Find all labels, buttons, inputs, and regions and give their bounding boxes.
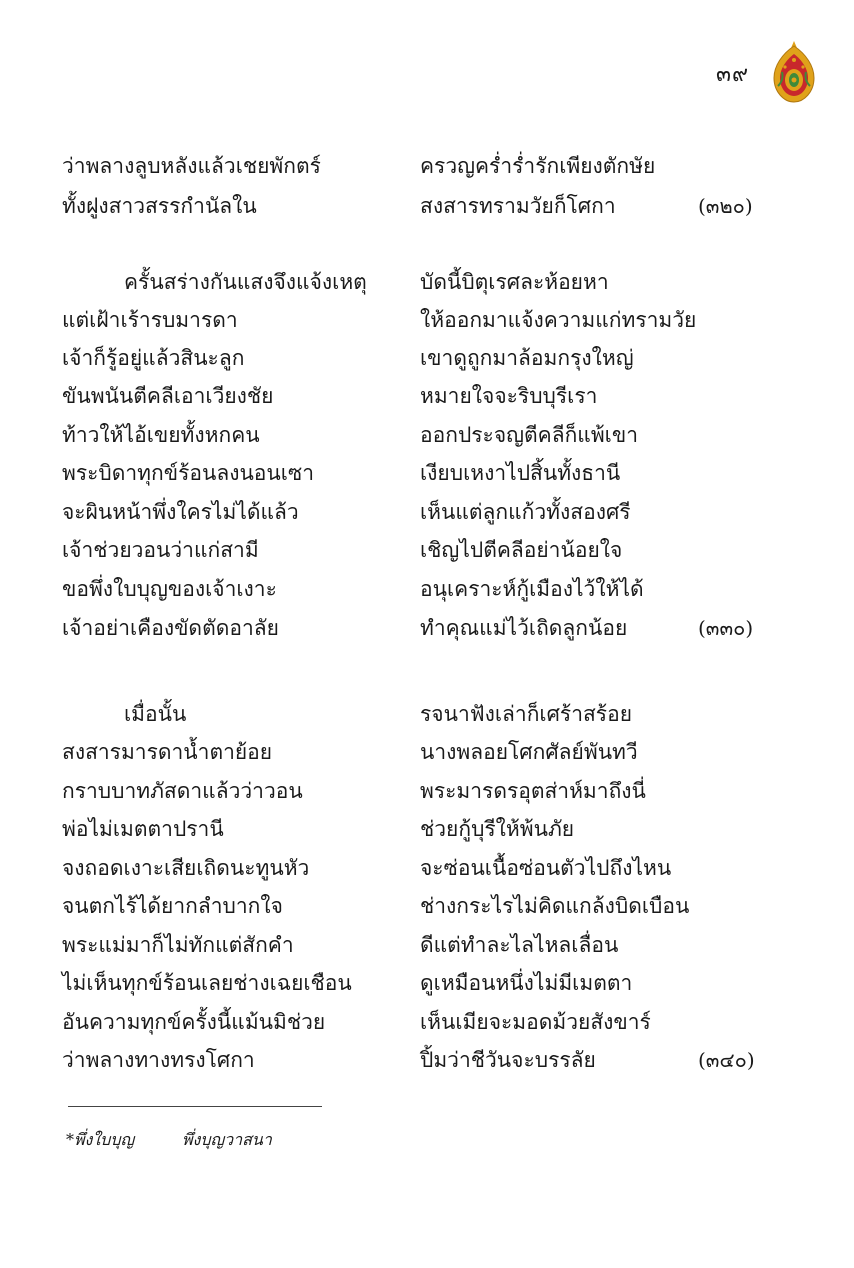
left-hemistich: กราบบาทภัสดาแล้วว่าวอน — [62, 779, 303, 803]
verse-line — [0, 929, 854, 967]
right-hemistich: ช่างกระไรไม่คิดแกล้งบิดเบือน — [420, 894, 690, 918]
verse-line — [0, 380, 854, 418]
verse-line — [0, 150, 854, 188]
right-hemistich: เห็นแต่ลูกแก้วทั้งสองศรี — [420, 500, 631, 524]
right-hemistich: อนุเคราะห์กู้เมืองไว้ให้ได้ — [420, 577, 644, 601]
left-hemistich: เมื่อนั้น — [124, 702, 187, 726]
left-hemistich: จนตกไร้ได้ยากลำบากใจ — [62, 894, 283, 918]
left-hemistich: ไม่เห็นทุกข์ร้อนเลยช่างเฉยเชือน — [62, 971, 352, 995]
verse-line — [0, 736, 854, 774]
right-hemistich: สงสารทรามวัยก็โศกา — [420, 194, 616, 218]
left-hemistich: เจ้าก็รู้อยู่แล้วสินะลูก — [62, 346, 245, 370]
right-hemistich: นางพลอยโศกศัลย์พันทวี — [420, 740, 638, 764]
verse-line — [0, 190, 854, 228]
verse-line — [0, 419, 854, 457]
verse-line — [0, 496, 854, 534]
right-hemistich: จะซ่อนเนื้อซ่อนตัวไปถึงไหน — [420, 856, 672, 880]
right-hemistich: เห็นเมียจะมอดม้วยสังขาร์ — [420, 1010, 651, 1034]
left-hemistich: แต่เฝ้าเร้ารบมารดา — [62, 308, 238, 332]
verse-line — [0, 890, 854, 928]
right-hemistich: รจนาฟังเล่าก็เศร้าสร้อย — [420, 702, 632, 726]
verse-line — [0, 342, 854, 380]
right-hemistich: พระมารดรอุตส่าห์มาถึงนี่ — [420, 779, 646, 803]
left-hemistich: ขอพึ่งใบบุญของเจ้าเงาะ — [62, 577, 277, 601]
verse-line — [0, 852, 854, 890]
left-hemistich: พระบิดาทุกข์ร้อนลงนอนเซา — [62, 461, 314, 485]
left-hemistich: ขันพนันตีคลีเอาเวียงชัย — [62, 384, 274, 408]
verse-line — [0, 775, 854, 813]
right-hemistich: บัดนี้บิตุเรศละห้อยหา — [420, 270, 609, 294]
footnote-definition: พึ่งบุญวาสนา — [182, 1130, 272, 1149]
verse-line — [0, 573, 854, 611]
right-hemistich: ออกประจญตีคลีก็แพ้เขา — [420, 423, 638, 447]
right-hemistich: ดูเหมือนหนึ่งไม่มีเมตตา — [420, 971, 633, 995]
verse-line — [0, 304, 854, 342]
left-hemistich: เจ้าช่วยวอนว่าแก่สามี — [62, 538, 259, 562]
right-hemistich: ปิ้มว่าชีวันจะบรรลัย — [420, 1048, 596, 1072]
verse-line — [0, 612, 854, 650]
left-hemistich: ท้าวให้ไอ้เขยทั้งหกคน — [62, 423, 260, 447]
verse-line — [0, 457, 854, 495]
verse-line — [0, 967, 854, 1005]
right-hemistich: เชิญไปตีคลีอย่าน้อยใจ — [420, 538, 623, 562]
left-hemistich: ทั้งฝูงสาวสรรกำนัลใน — [62, 194, 257, 218]
verse-number: (๓๔๐) — [698, 1048, 755, 1072]
page-number: ๓๙ — [716, 62, 750, 87]
left-hemistich: เจ้าอย่าเคืองขัดตัดอาลัย — [62, 616, 279, 640]
left-hemistich: จะผินหน้าพึ่งใครไม่ได้แล้ว — [62, 500, 299, 524]
left-hemistich: สงสารมารดาน้ำตาย้อย — [62, 740, 273, 764]
right-hemistich: หมายใจจะริบบุรีเรา — [420, 384, 598, 408]
left-hemistich: จงถอดเงาะเสียเถิดนะทูนหัว — [62, 856, 310, 880]
left-hemistich: ว่าพลางทางทรงโศกา — [62, 1048, 255, 1072]
footnote — [66, 1128, 272, 1153]
right-hemistich: ดีแต่ทำละไลไหลเลื่อน — [420, 933, 619, 957]
right-hemistich: ทำคุณแม่ไว้เถิดลูกน้อย — [420, 616, 628, 640]
verse-line — [0, 1006, 854, 1044]
footnote-term: *พึ่งใบบุญ — [66, 1130, 135, 1149]
verse-line — [0, 266, 854, 304]
footnote-divider — [68, 1106, 322, 1107]
right-hemistich: ช่วยกู้บุรีให้พ้นภัย — [420, 817, 575, 841]
right-hemistich: ครวญคร่ำร่ำรักเพียงตักษัย — [420, 154, 656, 178]
left-hemistich: พ่อไม่เมตตาปรานี — [62, 817, 224, 841]
verse-number: (๓๒๐) — [698, 194, 753, 218]
left-hemistich: ว่าพลางลูบหลังแล้วเชยพักตร์ — [62, 154, 321, 178]
verse-line — [0, 534, 854, 572]
verse-line — [0, 698, 854, 736]
right-hemistich: เขาดูถูกมาล้อมกรุงใหญ่ — [420, 346, 634, 370]
right-hemistich: ให้ออกมาแจ้งความแก่ทรามวัย — [420, 308, 697, 332]
verse-line — [0, 813, 854, 851]
left-hemistich: ครั้นสร่างกันแสงจึงแจ้งเหตุ — [124, 270, 367, 294]
left-hemistich: อันความทุกข์ครั้งนี้แม้นมิช่วย — [62, 1010, 326, 1034]
verse-number: (๓๓๐) — [698, 616, 754, 640]
left-hemistich: พระแม่มาก็ไม่ทักแต่สักคำ — [62, 933, 294, 957]
verse-line — [0, 1044, 854, 1082]
right-hemistich: เงียบเหงาไปสิ้นทั้งธานี — [420, 461, 621, 485]
royal-emblem-icon — [770, 40, 818, 104]
